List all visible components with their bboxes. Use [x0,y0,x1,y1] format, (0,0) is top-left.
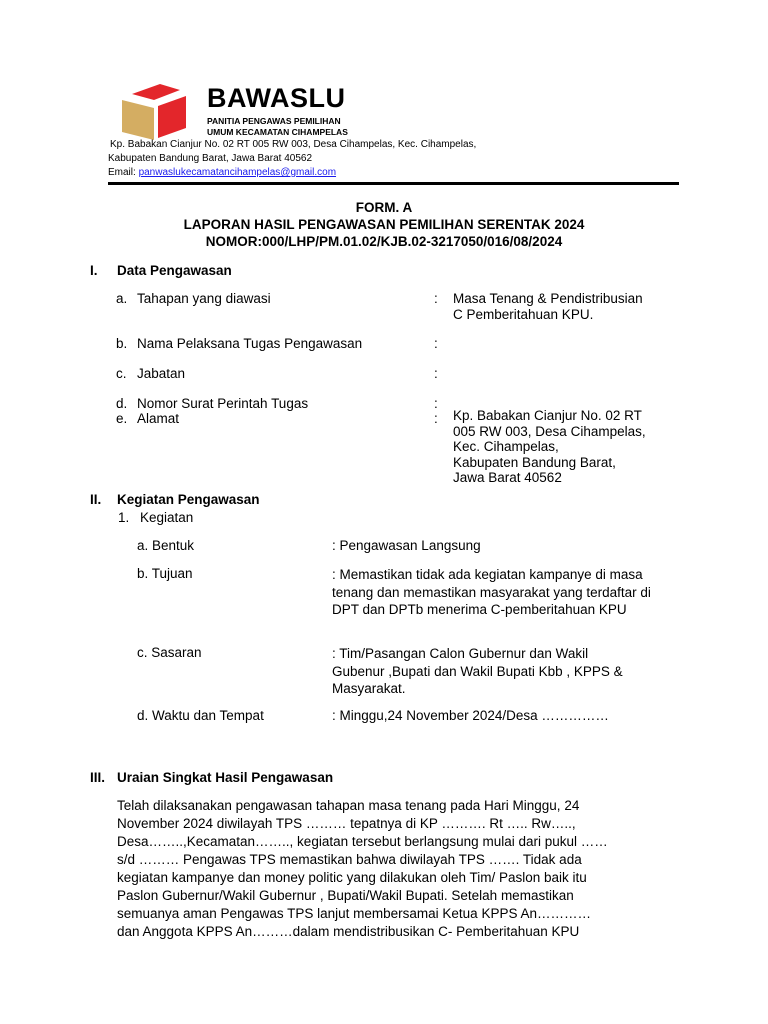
paragraph-line-3: Desa……..,Kecamatan…….., kegiatan tersebut berlangsung mulai dari pukul …… [117,834,608,849]
bentuk-value: : Pengawasan Langsung [332,538,481,553]
item-a-label: Tahapan yang diawasi [137,291,271,306]
item-a-value: Masa Tenang & Pendistribusian C Pemberitahuan KPU. [453,291,643,322]
item-b-letter: b. [116,336,128,351]
section-2-number: II. [90,492,102,507]
paragraph-line-1: Telah dilaksanakan pengawasan tahapan masa tenang pada Hari Minggu, 24 [117,798,580,813]
email-label: Email: [108,167,139,178]
paragraph-line-6: Paslon Gubernur/Wakil Gubernur , Bupati/Wakil Bupati. Setelah memastikan [117,888,574,903]
bawaslu-logo-icon [120,84,192,140]
subsection-number: 1. [118,510,130,525]
item-d-letter: d. [116,396,128,411]
item-e-value: Kp. Babakan Cianjur No. 02 RT 005 RW 003, Desa Cihampelas, Kec. Cihampelas, Kabupaten Bandung Barat, Jawa Barat 40562 [453,408,646,485]
item-b-label: Nama Pelaksana Tugas Pengawasan [137,336,363,351]
bentuk-label: a. Bentuk [137,538,195,553]
item-c-label: Jabatan [137,366,186,381]
paragraph-line-2: November 2024 diwilayah TPS ……… tepatnya di KP ………. Rt ….. Rw….., [117,816,576,831]
section-2-heading: Kegiatan Pengawasan [117,492,260,507]
waktu-label: d. Waktu dan Tempat [137,708,264,723]
report-title: LAPORAN HASIL PENGAWASAN PEMILIHAN SERENTAK 2024 [183,217,585,232]
item-e-colon: : [434,411,438,426]
report-number: NOMOR:000/LHP/PM.01.02/KJB.02-3217050/016/08/2024 [205,234,563,249]
brand-name: BAWASLU [207,83,346,113]
email-link[interactable]: panwaslukecamatancihampelas@gmail.com [138,167,337,178]
tujuan-label: b. Tujuan [137,566,193,581]
tujuan-value: : Memastikan tidak ada kegiatan kampanye di masa tenang dan memastikan masyarakat yang terdaftar di DPT dan DPTb menerima C-pemberitahuan KPU [332,567,651,617]
section-1-number: I. [90,263,98,278]
form-title: FORM. A [355,200,413,215]
item-a-colon: : [434,291,438,306]
paragraph-line-8: dan Anggota KPPS An………dalam mendistribusikan C- Pemberitahuan KPU [117,924,580,939]
section-1-heading: Data Pengawasan [117,263,232,278]
org-subtitle-1: PANITIA PENGAWAS PEMILIHAN [207,116,341,126]
paragraph-line-5: kegiatan kampanye dan money politic yang dilakukan oleh Tim/ Paslon baik itu [117,870,587,885]
item-e-label: Alamat [137,411,180,426]
item-d-colon: : [434,396,438,411]
paragraph-line-7: semuanya aman Pengawas TPS lanjut membersamai Ketua KPPS An………… [117,906,591,921]
sasaran-label: c. Sasaran [137,645,202,660]
item-d-label: Nomor Surat Perintah Tugas [137,396,309,411]
address-line-1: Kp. Babakan Cianjur No. 02 RT 005 RW 003, Desa Cihampelas, Kec. Cihampelas, [110,139,477,150]
item-e-letter: e. [116,411,128,426]
address-line-2: Kabupaten Bandung Barat, Jawa Barat 40562 [108,153,313,164]
header-divider [108,182,679,185]
waktu-value: : Minggu,24 November 2024/Desa …………… [332,708,609,723]
item-a-letter: a. [116,291,128,306]
org-subtitle-2: UMUM KECAMATAN CIHAMPELAS [207,127,348,137]
item-c-letter: c. [116,366,127,381]
paragraph-line-4: s/d ……… Pengawas TPS memastikan bahwa diwilayah TPS ……. Tidak ada [117,852,582,867]
email-line [108,167,336,178]
item-c-colon: : [434,366,438,381]
section-3-heading: Uraian Singkat Hasil Pengawasan [117,770,334,785]
item-b-colon: : [434,336,438,351]
sasaran-value: : Tim/Pasangan Calon Gubernur dan Wakil Gubenur ,Bupati dan Wakil Bupati Kbb , KPPS & Masyarakat. [332,646,623,696]
subsection-label: Kegiatan [140,510,194,525]
section-3-number: III. [90,770,106,785]
